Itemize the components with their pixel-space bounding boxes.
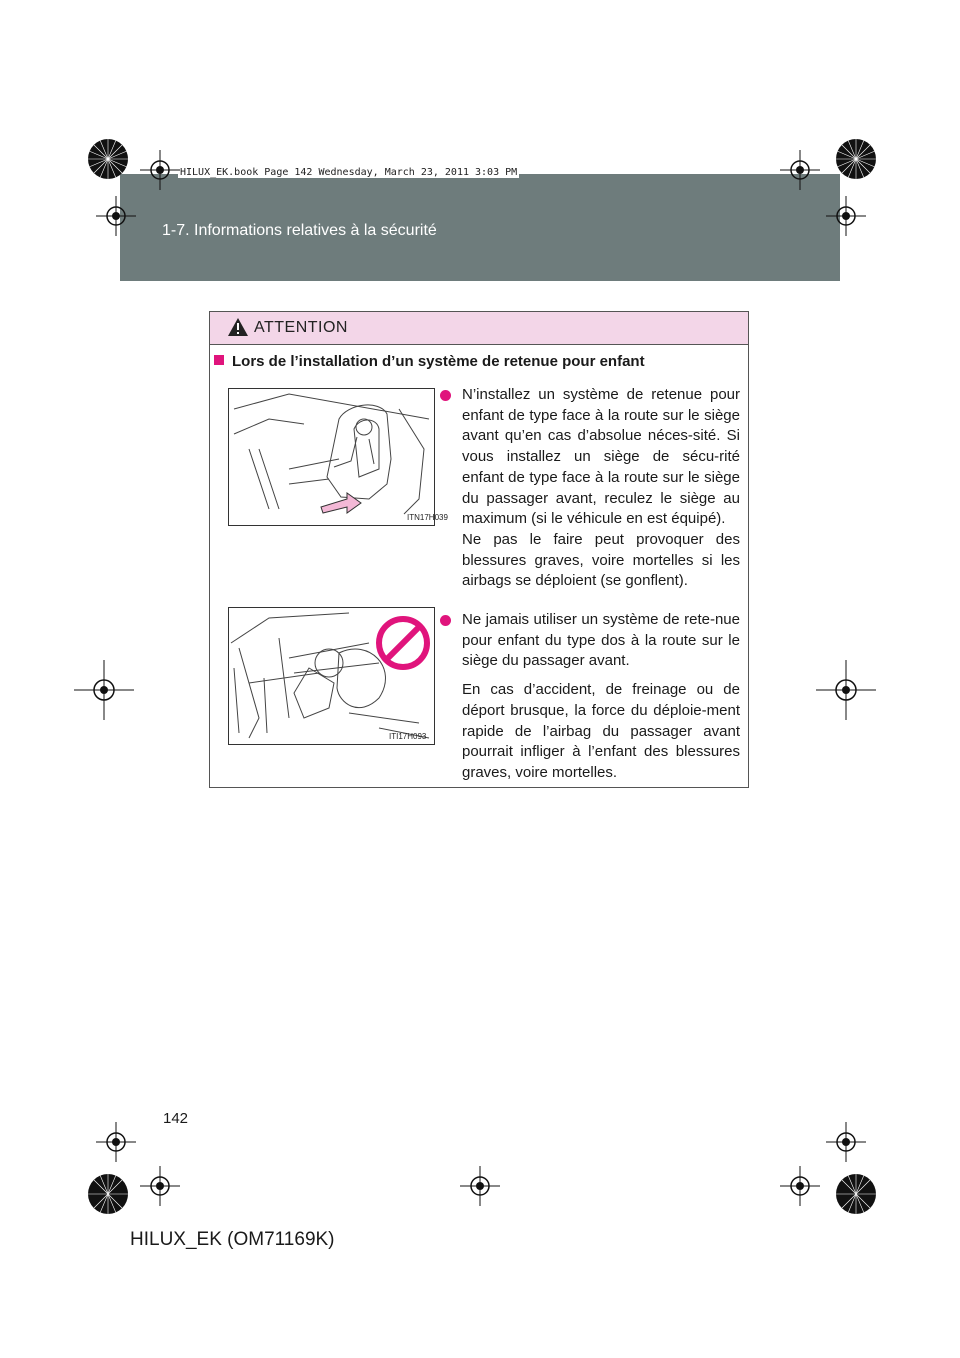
crosshair-mark-icon [140, 1166, 180, 1206]
bullet1-paragraph1: N’installez un système de retenue pour enfant de type face à la route sur le siège avant qu’en cas d’absolue néces-sité. Si vous installez un siège de sécu-rité enfant de type face à la route sur le siège du passager avant, reculez le siège au maximum (si le véhicule en est équipé). [462, 386, 740, 528]
warning-subheading [214, 353, 645, 370]
figure2-code: ITI17H093 [389, 732, 427, 741]
crosshair-mark-icon [140, 150, 180, 190]
rear-facing-child-seat-airbag-illustration [229, 608, 434, 744]
crosshair-mark-icon [826, 196, 866, 236]
crosshair-mark-icon [816, 660, 876, 720]
document-code: HILUX_EK (OM71169K) [130, 1229, 335, 1250]
warning-header [210, 312, 748, 345]
crosshair-mark-icon [460, 1166, 500, 1206]
square-bullet-icon [214, 355, 224, 365]
book-info-stamp: HILUX_EK.book Page 142 Wednesday, March 23, 2011 3:03 PM [180, 167, 518, 178]
crosshair-mark-icon [96, 196, 136, 236]
crosshair-mark-icon [780, 1166, 820, 1206]
page-number: 142 [163, 1110, 189, 1127]
crosshair-mark-icon [74, 660, 134, 720]
warning-box [209, 311, 749, 788]
forward-facing-child-seat-illustration [229, 389, 448, 525]
bullet-rear-facing [448, 610, 740, 784]
crosshair-mark-icon [780, 150, 820, 190]
round-bullet-icon [440, 615, 451, 626]
rear-facing-prohibited-figure [228, 607, 435, 745]
section-title: 1-7. Informations relatives à la sécurité [162, 222, 437, 239]
registration-mark-icon [834, 1172, 878, 1216]
warning-title: ATTENTION [254, 319, 348, 336]
bullet-forward-facing [448, 385, 740, 592]
crosshair-mark-icon [826, 1122, 866, 1162]
bullet1-paragraph2: Ne pas le faire peut provoquer des blessures graves, voire mortelles si les airbags se déploient (se gonflent). [462, 530, 740, 590]
bullet2-paragraph1: Ne jamais utiliser un système de rete-nue pour enfant du type dos à la route sur le siège du passager avant. [462, 611, 740, 670]
warning-triangle-icon [227, 317, 249, 337]
figure1-code: ITN17H039 [407, 513, 448, 522]
registration-mark-icon [86, 137, 130, 181]
crosshair-mark-icon [96, 1122, 136, 1162]
registration-mark-icon [86, 1172, 130, 1216]
round-bullet-icon [440, 390, 451, 401]
prohibition-slash [386, 626, 420, 660]
child-seat-forward-figure [228, 388, 448, 526]
bullet2-paragraph2: En cas d’accident, de freinage ou de déport brusque, la force du déploie-ment rapide de l’airbag du passager avant pourrait infliger à l’enfant des blessures graves, voire mortelles. [462, 681, 740, 781]
subheading-text: Lors de l’installation d’un système de retenue pour enfant [232, 353, 645, 370]
registration-mark-icon [834, 137, 878, 181]
